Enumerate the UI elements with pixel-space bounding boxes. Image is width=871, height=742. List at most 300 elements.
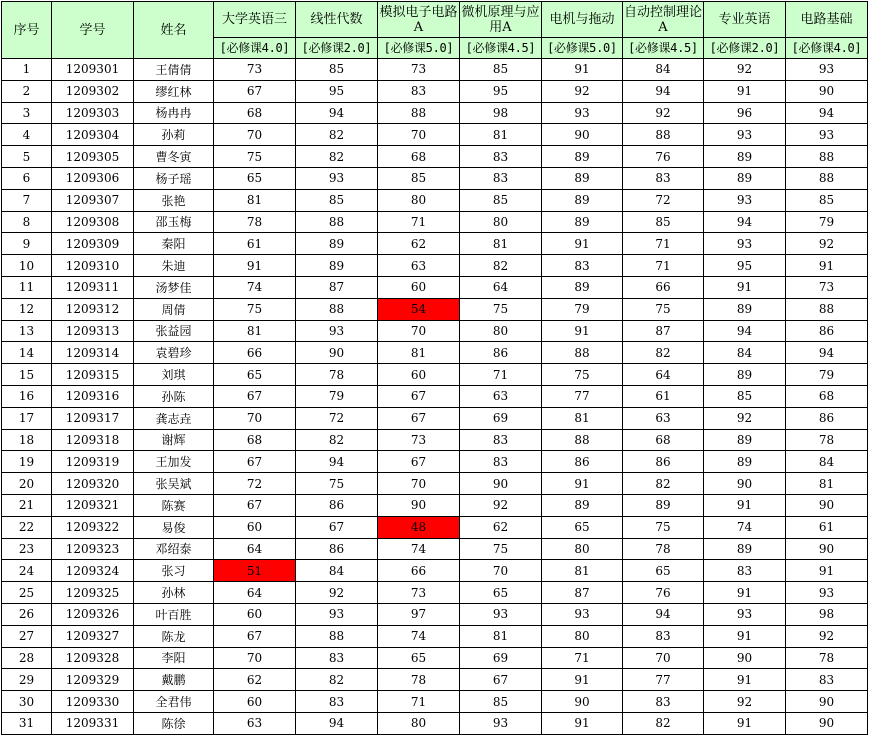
cell-score: 67 — [214, 625, 296, 647]
cell-name: 朱迪 — [134, 255, 214, 277]
cell-student-id: 1209327 — [52, 625, 134, 647]
cell-score: 93 — [296, 167, 378, 189]
cell-score: 65 — [460, 582, 542, 604]
header-course-credit: [必修课5.0] — [542, 38, 623, 59]
header-course-name: 电路基础 — [786, 2, 868, 38]
cell-score: 86 — [296, 494, 378, 516]
table-row — [2, 364, 868, 386]
cell-seq: 20 — [2, 473, 52, 495]
cell-score: 83 — [296, 691, 378, 713]
table-row — [2, 451, 868, 473]
table-row — [2, 582, 868, 604]
cell-score: 92 — [704, 407, 786, 429]
cell-score: 75 — [623, 298, 704, 320]
header-name: 姓名 — [134, 2, 214, 59]
cell-score: 67 — [214, 494, 296, 516]
table-row — [2, 603, 868, 625]
cell-score: 71 — [623, 255, 704, 277]
header-course-name: 自动控制理论A — [623, 2, 704, 38]
cell-score: 70 — [214, 124, 296, 146]
cell-student-id: 1209309 — [52, 233, 134, 255]
header-course-name: 电机与拖动 — [542, 2, 623, 38]
table-row — [2, 560, 868, 582]
cell-score: 72 — [623, 189, 704, 211]
cell-seq: 19 — [2, 451, 52, 473]
cell-seq: 1 — [2, 59, 52, 81]
cell-score: 73 — [214, 59, 296, 81]
cell-score: 74 — [704, 516, 786, 538]
cell-score: 82 — [623, 342, 704, 364]
cell-score: 62 — [378, 233, 460, 255]
cell-score: 68 — [214, 429, 296, 451]
cell-score: 83 — [623, 167, 704, 189]
cell-name: 张益园 — [134, 320, 214, 342]
cell-score: 93 — [704, 124, 786, 146]
cell-score: 78 — [786, 647, 868, 669]
cell-seq: 31 — [2, 712, 52, 734]
cell-score: 83 — [460, 451, 542, 473]
cell-score: 88 — [378, 102, 460, 124]
cell-seq: 13 — [2, 320, 52, 342]
cell-score: 84 — [296, 560, 378, 582]
cell-score: 88 — [786, 146, 868, 168]
cell-score: 83 — [460, 167, 542, 189]
header-row-course-names — [2, 2, 868, 38]
cell-score: 74 — [378, 538, 460, 560]
cell-score: 88 — [296, 211, 378, 233]
cell-score: 85 — [296, 59, 378, 81]
cell-score: 60 — [378, 364, 460, 386]
cell-score: 83 — [623, 625, 704, 647]
cell-score: 93 — [296, 603, 378, 625]
cell-score-failed: 48 — [378, 516, 460, 538]
cell-score: 73 — [378, 429, 460, 451]
cell-score: 91 — [542, 712, 623, 734]
cell-score: 90 — [786, 538, 868, 560]
cell-score: 88 — [786, 167, 868, 189]
cell-name: 周倩 — [134, 298, 214, 320]
cell-score: 64 — [214, 582, 296, 604]
cell-score: 91 — [542, 669, 623, 691]
cell-score: 71 — [542, 647, 623, 669]
cell-seq: 12 — [2, 298, 52, 320]
cell-score: 94 — [786, 102, 868, 124]
cell-seq: 9 — [2, 233, 52, 255]
cell-name: 叶百胜 — [134, 603, 214, 625]
header-course-credit: [必修课4.5] — [460, 38, 542, 59]
cell-score: 77 — [542, 385, 623, 407]
cell-score: 83 — [542, 255, 623, 277]
table-row — [2, 146, 868, 168]
header-course-credit: [必修课4.0] — [214, 38, 296, 59]
cell-seq: 8 — [2, 211, 52, 233]
cell-score: 65 — [214, 167, 296, 189]
cell-score: 80 — [542, 625, 623, 647]
cell-score: 93 — [704, 603, 786, 625]
cell-score: 81 — [460, 625, 542, 647]
table-header — [2, 2, 868, 59]
table-row — [2, 298, 868, 320]
cell-score: 70 — [378, 473, 460, 495]
cell-score: 79 — [296, 385, 378, 407]
table-row — [2, 538, 868, 560]
cell-score: 95 — [296, 80, 378, 102]
cell-score: 89 — [542, 167, 623, 189]
cell-seq: 11 — [2, 276, 52, 298]
cell-score: 61 — [786, 516, 868, 538]
cell-score: 86 — [786, 320, 868, 342]
cell-seq: 21 — [2, 494, 52, 516]
cell-score: 76 — [623, 146, 704, 168]
table-body — [2, 59, 868, 735]
cell-score: 89 — [296, 255, 378, 277]
cell-name: 张吴斌 — [134, 473, 214, 495]
cell-score: 92 — [786, 625, 868, 647]
cell-score: 93 — [786, 124, 868, 146]
cell-score: 60 — [214, 603, 296, 625]
cell-score: 63 — [623, 407, 704, 429]
table-row — [2, 625, 868, 647]
cell-score: 88 — [542, 429, 623, 451]
cell-score: 82 — [296, 429, 378, 451]
cell-score: 69 — [460, 407, 542, 429]
cell-score: 67 — [214, 451, 296, 473]
cell-score: 81 — [460, 124, 542, 146]
cell-name: 曹冬寅 — [134, 146, 214, 168]
cell-score: 82 — [623, 473, 704, 495]
cell-score: 70 — [214, 647, 296, 669]
cell-score: 62 — [460, 516, 542, 538]
cell-score: 89 — [704, 146, 786, 168]
cell-score: 93 — [542, 102, 623, 124]
cell-score: 73 — [378, 59, 460, 81]
cell-name: 杨冉冉 — [134, 102, 214, 124]
cell-score: 91 — [704, 276, 786, 298]
cell-score: 85 — [786, 189, 868, 211]
cell-score: 93 — [296, 320, 378, 342]
cell-score: 75 — [214, 146, 296, 168]
cell-score: 89 — [542, 494, 623, 516]
header-course-credit: [必修课4.0] — [786, 38, 868, 59]
cell-score: 89 — [704, 429, 786, 451]
cell-score: 60 — [378, 276, 460, 298]
cell-score: 89 — [542, 189, 623, 211]
table-row — [2, 233, 868, 255]
table-row — [2, 189, 868, 211]
cell-score: 69 — [460, 647, 542, 669]
cell-name: 陈赛 — [134, 494, 214, 516]
cell-score: 75 — [296, 473, 378, 495]
cell-score: 89 — [296, 233, 378, 255]
cell-score: 67 — [214, 80, 296, 102]
cell-score: 62 — [214, 669, 296, 691]
cell-student-id: 1209306 — [52, 167, 134, 189]
cell-score: 68 — [378, 146, 460, 168]
cell-score: 70 — [214, 407, 296, 429]
cell-score: 83 — [704, 560, 786, 582]
cell-score: 66 — [378, 560, 460, 582]
cell-score: 85 — [460, 691, 542, 713]
cell-score: 87 — [542, 582, 623, 604]
cell-score: 86 — [623, 451, 704, 473]
cell-score: 86 — [786, 407, 868, 429]
header-course-name: 微机原理与应用A — [460, 2, 542, 38]
cell-seq: 18 — [2, 429, 52, 451]
cell-score: 71 — [623, 233, 704, 255]
cell-name: 邵玉梅 — [134, 211, 214, 233]
cell-score: 70 — [460, 560, 542, 582]
cell-score: 94 — [786, 342, 868, 364]
cell-score: 93 — [460, 603, 542, 625]
cell-score: 98 — [460, 102, 542, 124]
cell-student-id: 1209302 — [52, 80, 134, 102]
cell-seq: 30 — [2, 691, 52, 713]
cell-score: 91 — [542, 59, 623, 81]
cell-score: 80 — [542, 538, 623, 560]
cell-score: 93 — [460, 712, 542, 734]
cell-score: 91 — [704, 669, 786, 691]
cell-student-id: 1209323 — [52, 538, 134, 560]
cell-student-id: 1209311 — [52, 276, 134, 298]
table-row — [2, 320, 868, 342]
cell-student-id: 1209316 — [52, 385, 134, 407]
cell-score: 89 — [542, 146, 623, 168]
cell-student-id: 1209301 — [52, 59, 134, 81]
cell-score: 71 — [378, 211, 460, 233]
cell-score: 80 — [378, 189, 460, 211]
cell-score: 80 — [460, 320, 542, 342]
cell-score: 78 — [378, 669, 460, 691]
cell-student-id: 1209322 — [52, 516, 134, 538]
table-row — [2, 124, 868, 146]
cell-score: 90 — [704, 473, 786, 495]
cell-score: 81 — [460, 233, 542, 255]
cell-score: 65 — [542, 516, 623, 538]
cell-score: 92 — [623, 102, 704, 124]
cell-student-id: 1209330 — [52, 691, 134, 713]
cell-name: 孙陈 — [134, 385, 214, 407]
cell-student-id: 1209303 — [52, 102, 134, 124]
cell-name: 王加发 — [134, 451, 214, 473]
cell-student-id: 1209329 — [52, 669, 134, 691]
cell-score: 97 — [378, 603, 460, 625]
cell-score: 93 — [704, 189, 786, 211]
cell-score: 85 — [296, 189, 378, 211]
cell-score: 91 — [214, 255, 296, 277]
cell-score: 86 — [460, 342, 542, 364]
cell-score: 75 — [542, 364, 623, 386]
cell-score: 91 — [704, 625, 786, 647]
cell-score: 88 — [296, 625, 378, 647]
header-course-credit: [必修课4.5] — [623, 38, 704, 59]
cell-score: 74 — [378, 625, 460, 647]
cell-score: 86 — [542, 451, 623, 473]
cell-score: 91 — [704, 712, 786, 734]
cell-student-id: 1209331 — [52, 712, 134, 734]
cell-score: 90 — [542, 691, 623, 713]
header-course-name: 线性代数 — [296, 2, 378, 38]
cell-score: 96 — [704, 102, 786, 124]
table-row — [2, 429, 868, 451]
table-row — [2, 712, 868, 734]
cell-score: 84 — [704, 342, 786, 364]
table-row — [2, 102, 868, 124]
cell-score: 87 — [296, 276, 378, 298]
cell-score: 81 — [214, 189, 296, 211]
cell-score: 89 — [704, 167, 786, 189]
cell-score: 88 — [542, 342, 623, 364]
cell-seq: 5 — [2, 146, 52, 168]
header-course-credit: [必修课2.0] — [704, 38, 786, 59]
cell-name: 龚志垚 — [134, 407, 214, 429]
cell-score: 81 — [542, 560, 623, 582]
cell-score: 75 — [623, 516, 704, 538]
cell-score: 94 — [623, 80, 704, 102]
cell-seq: 29 — [2, 669, 52, 691]
cell-student-id: 1209304 — [52, 124, 134, 146]
cell-score: 86 — [296, 538, 378, 560]
cell-score: 94 — [296, 102, 378, 124]
cell-score: 67 — [296, 516, 378, 538]
cell-score: 82 — [296, 669, 378, 691]
cell-name: 秦阳 — [134, 233, 214, 255]
cell-score: 70 — [623, 647, 704, 669]
cell-score: 89 — [542, 211, 623, 233]
cell-score: 92 — [704, 59, 786, 81]
cell-seq: 24 — [2, 560, 52, 582]
cell-score: 75 — [214, 298, 296, 320]
cell-score: 65 — [214, 364, 296, 386]
table-row — [2, 473, 868, 495]
cell-score: 91 — [542, 473, 623, 495]
cell-student-id: 1209324 — [52, 560, 134, 582]
cell-score: 75 — [460, 538, 542, 560]
table-row — [2, 255, 868, 277]
cell-score: 89 — [704, 298, 786, 320]
cell-name: 张习 — [134, 560, 214, 582]
table-row — [2, 80, 868, 102]
cell-name: 戴鹏 — [134, 669, 214, 691]
cell-name: 汤梦佳 — [134, 276, 214, 298]
cell-score: 94 — [704, 320, 786, 342]
cell-score: 64 — [623, 364, 704, 386]
table-row — [2, 59, 868, 81]
cell-score: 92 — [786, 233, 868, 255]
table-row — [2, 647, 868, 669]
cell-score: 68 — [214, 102, 296, 124]
cell-score: 94 — [296, 712, 378, 734]
cell-score: 76 — [623, 582, 704, 604]
cell-score: 72 — [296, 407, 378, 429]
cell-score: 95 — [460, 80, 542, 102]
cell-score: 89 — [623, 494, 704, 516]
cell-student-id: 1209305 — [52, 146, 134, 168]
cell-score: 95 — [704, 255, 786, 277]
table-row — [2, 516, 868, 538]
table-row — [2, 494, 868, 516]
cell-seq: 3 — [2, 102, 52, 124]
cell-score: 67 — [378, 385, 460, 407]
cell-score: 71 — [378, 691, 460, 713]
table-row — [2, 385, 868, 407]
cell-name: 易俊 — [134, 516, 214, 538]
header-course-credit: [必修课5.0] — [378, 38, 460, 59]
cell-name: 孙林 — [134, 582, 214, 604]
cell-student-id: 1209325 — [52, 582, 134, 604]
cell-seq: 17 — [2, 407, 52, 429]
cell-score: 68 — [786, 385, 868, 407]
cell-score: 84 — [786, 451, 868, 473]
cell-score: 85 — [704, 385, 786, 407]
cell-seq: 27 — [2, 625, 52, 647]
cell-score: 93 — [542, 603, 623, 625]
header-student-id: 学号 — [52, 2, 134, 59]
cell-score: 89 — [704, 451, 786, 473]
cell-score: 60 — [214, 516, 296, 538]
cell-student-id: 1209312 — [52, 298, 134, 320]
cell-score: 82 — [296, 124, 378, 146]
cell-score: 77 — [623, 669, 704, 691]
cell-student-id: 1209317 — [52, 407, 134, 429]
cell-name: 谢辉 — [134, 429, 214, 451]
cell-score: 83 — [378, 80, 460, 102]
cell-score: 79 — [786, 211, 868, 233]
cell-score: 90 — [460, 473, 542, 495]
table-row — [2, 342, 868, 364]
cell-student-id: 1209319 — [52, 451, 134, 473]
cell-score: 91 — [704, 582, 786, 604]
cell-student-id: 1209310 — [52, 255, 134, 277]
cell-name: 刘琪 — [134, 364, 214, 386]
cell-score-failed: 51 — [214, 560, 296, 582]
cell-score: 87 — [623, 320, 704, 342]
cell-student-id: 1209328 — [52, 647, 134, 669]
cell-score: 78 — [623, 538, 704, 560]
cell-score: 71 — [460, 364, 542, 386]
table-row — [2, 211, 868, 233]
cell-score: 79 — [542, 298, 623, 320]
cell-score: 93 — [786, 59, 868, 81]
header-course-name: 大学英语三 — [214, 2, 296, 38]
cell-score: 63 — [460, 385, 542, 407]
cell-score: 92 — [460, 494, 542, 516]
cell-score: 94 — [296, 451, 378, 473]
table-row — [2, 276, 868, 298]
cell-score: 70 — [378, 124, 460, 146]
cell-score: 81 — [378, 342, 460, 364]
cell-score: 83 — [296, 647, 378, 669]
cell-name: 孙莉 — [134, 124, 214, 146]
cell-seq: 14 — [2, 342, 52, 364]
cell-score: 89 — [704, 538, 786, 560]
cell-score: 98 — [786, 603, 868, 625]
cell-score: 91 — [704, 80, 786, 102]
cell-seq: 28 — [2, 647, 52, 669]
cell-seq: 10 — [2, 255, 52, 277]
cell-score: 78 — [296, 364, 378, 386]
cell-score: 80 — [460, 211, 542, 233]
cell-score: 78 — [214, 211, 296, 233]
cell-score: 85 — [460, 59, 542, 81]
cell-score: 89 — [704, 364, 786, 386]
cell-score: 67 — [378, 407, 460, 429]
cell-score: 88 — [786, 298, 868, 320]
cell-score: 73 — [786, 276, 868, 298]
cell-score: 74 — [214, 276, 296, 298]
cell-score: 90 — [786, 494, 868, 516]
cell-score: 83 — [623, 691, 704, 713]
cell-student-id: 1209313 — [52, 320, 134, 342]
